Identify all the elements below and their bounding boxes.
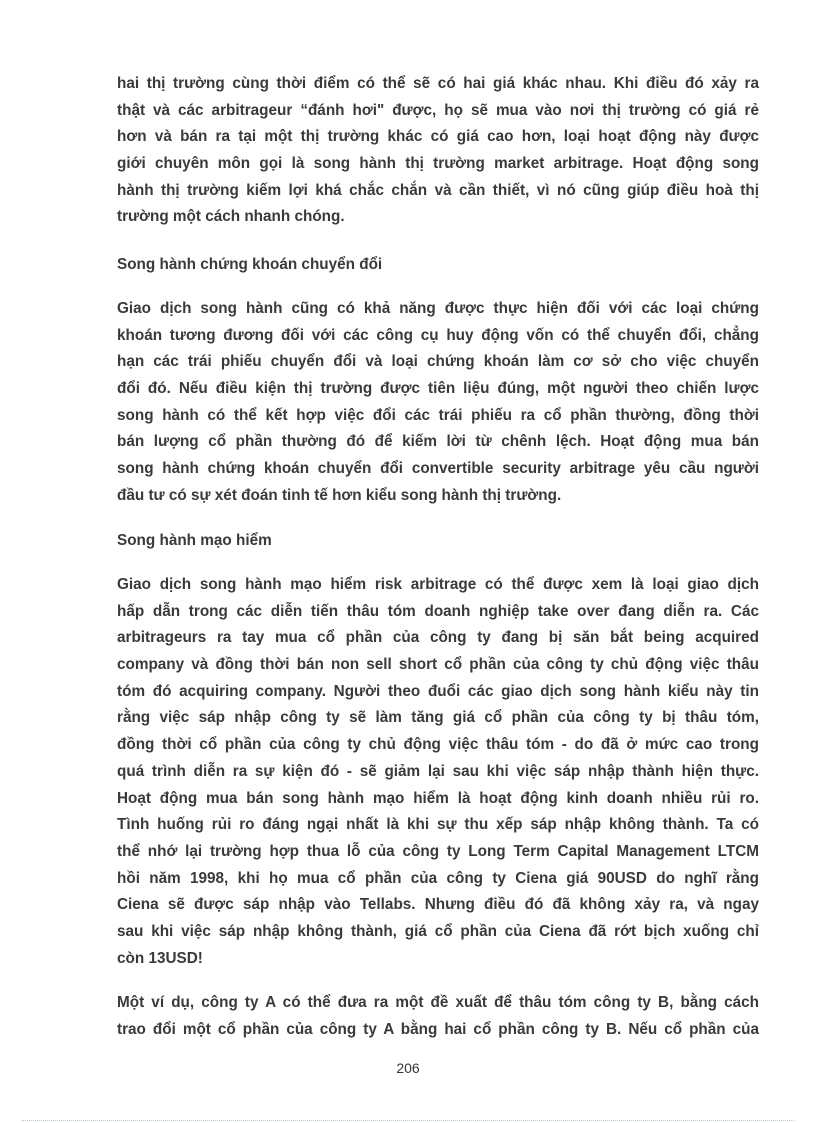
paragraph-market-arbitrage: [117, 71, 759, 231]
text-line: Tình huống rủi ro đáng ngại nhất là khi sự thu xếp sáp nhập không thành. Ta có: [117, 816, 759, 834]
text-line: trao đổi một cổ phần của công ty A bằng hai cổ phần công ty B. Nếu cổ phần của: [117, 1020, 759, 1038]
text-line: hạn các trái phiếu chuyển đổi và loại chứng khoán làm cơ sở cho việc chuyển: [117, 353, 759, 371]
text-line: bán lượng cổ phần thường đó để kiếm lời từ chênh lệch. Hoạt động mua bán: [117, 433, 759, 451]
text-line: company và đồng thời bán non sell short cổ phần của công ty chủ động việc thâu: [117, 656, 759, 674]
text-line: Hoạt động mua bán song hành mạo hiểm là hoạt động kinh doanh nhiều rủi ro.: [117, 789, 759, 807]
text-line: trường một cách nhanh chóng.: [117, 208, 345, 226]
text-line: đổi đó. Nếu điều kiện thị trường được tiên liệu đúng, một người theo chiến lược: [117, 380, 759, 398]
text-line: rằng việc sáp nhập công ty sẽ làm tăng giá cổ phần của công ty bị thâu tóm,: [117, 709, 759, 727]
text-line: Một ví dụ, công ty A có thể đưa ra một đề xuất để thâu tóm công ty B, bằng cách: [117, 994, 759, 1011]
text-line: đầu tư có sự xét đoán tinh tế hơn kiểu song hành thị trường.: [117, 486, 562, 504]
text-line: song hành có thể kết hợp việc đổi các trái phiếu ra cổ phần thường, đồng thời: [117, 406, 759, 424]
paragraph-convertible-arbitrage: [117, 296, 759, 510]
text-line: hồi năm 1998, khi họ mua cổ phần của công ty Ciena giá 90USD do nghĩ rằng: [117, 869, 759, 887]
text-line: hai thị trường cùng thời điểm có thể sẽ có hai giá khác nhau. Khi điều đó xảy ra: [117, 75, 759, 92]
text-line: thật và các arbitrageur “đánh hơi" được, họ sẽ mua vào nơi thị trường có giá rẻ: [117, 101, 759, 119]
paragraph-risk-arbitrage: [117, 572, 759, 972]
text-line: song hành chứng khoán chuyển đổi convertible security arbitrage yêu cầu người: [117, 460, 759, 478]
heading-risk-arbitrage: Song hành mạo hiểm: [117, 532, 272, 549]
text-line: hơn và bán ra tại một thị trường khác có giá cao hơn, loại hoạt động này được: [117, 128, 759, 146]
text-line: hành thị trường kiếm lợi khá chắc chắn và cần thiết, vì nó cũng giúp điều hoà thị: [117, 181, 759, 199]
page-border-divider: [22, 1120, 794, 1121]
heading-convertible-arbitrage: Song hành chứng khoán chuyển đổi: [117, 256, 383, 273]
text-line: quá trình diễn ra sự kiện đó - sẽ giảm lại sau khi việc sáp nhập thành hiện thực.: [117, 762, 759, 780]
text-line: khoán tương đương đối với các công cụ huy động vốn có thể chuyển đổi, chẳng: [117, 326, 759, 344]
text-line: Giao dịch song hành cũng có khả năng được thực hiện đối với các loại chứng: [117, 300, 759, 317]
text-line: tóm đó acquiring company. Người theo đuổi các giao dịch song hành kiểu này tin: [117, 682, 759, 700]
text-line: Ciena sẽ được sáp nhập vào Tellabs. Nhưng điều đó đã không xảy ra, và ngay: [117, 896, 759, 914]
paragraph-example: [117, 990, 759, 1043]
text-line: sau khi việc sáp nhập không thành, giá cổ phần của Ciena đã rớt bịch xuống chỉ: [117, 922, 759, 940]
text-line: thể nhớ lại trường hợp thua lỗ của công ty Long Term Capital Management LTCM: [117, 842, 759, 860]
page-number: 206: [396, 1060, 420, 1076]
text-line: arbitrageurs ra tay mua cổ phần của công ty đang bị săn bắt being acquired: [117, 629, 759, 647]
text-line: đồng thời cổ phần của công ty chủ động việc thâu tóm - do đã ở mức cao trong: [117, 736, 759, 754]
text-line: hấp dẫn trong các diễn tiến thâu tóm doanh nghiệp take over đang diễn ra. Các: [117, 602, 759, 620]
text-line: Giao dịch song hành mạo hiểm risk arbitrage có thể được xem là loại giao dịch: [117, 576, 759, 593]
text-line: giới chuyên môn gọi là song hành thị trường market arbitrage. Hoạt động song: [117, 155, 759, 173]
text-line: còn 13USD!: [117, 949, 203, 967]
